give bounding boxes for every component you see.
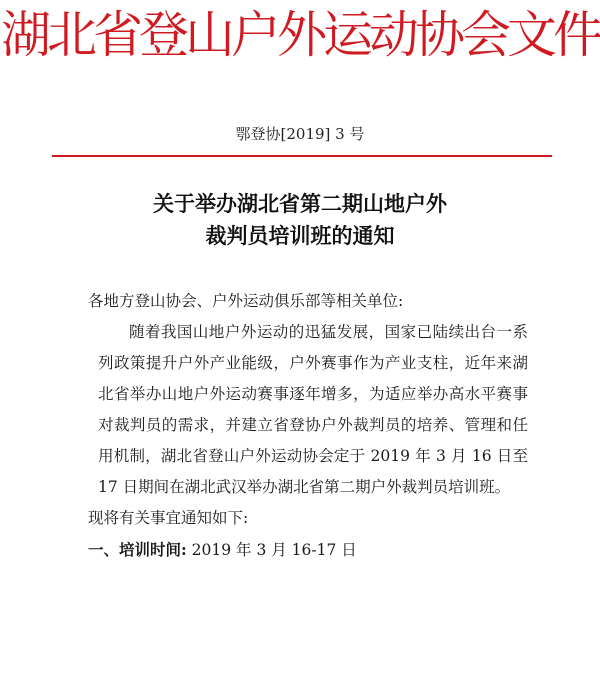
body-paragraph: 随着我国山地户外运动的迅猛发展，国家已陆续出台一系列政策提升户外产业能级，户外赛事作为产业支柱，近年来湖北省举办山地户外运动赛事逐年增多，为适应举办高水平赛事对裁判员的需求，并建立省登协户外裁判员的培养、管理和任用机制，湖北省登山户外运动协会定于 2019 年 3 月 16 日至 17 日期间在湖北武汉举办湖北省第二期户外裁判员培训班。 bbox=[98, 323, 528, 496]
document-header-title: 湖北省登山户外运动协会文件 bbox=[1, 6, 599, 64]
document-number: 鄂登协[2019] 3 号 bbox=[235, 125, 365, 143]
list-item-label: 一、培训时间: bbox=[88, 540, 187, 559]
notice-body bbox=[88, 286, 528, 566]
list-item-training-time bbox=[88, 534, 528, 566]
notice-title-line-1: 关于举办湖北省第二期山地户外 bbox=[153, 191, 447, 216]
notice-intro: 现将有关事宜通知如下: bbox=[88, 509, 249, 527]
red-divider-line bbox=[52, 155, 552, 157]
list-item-value: 2019 年 3 月 16-17 日 bbox=[186, 541, 357, 559]
notice-title-line-2: 裁判员培训班的通知 bbox=[205, 223, 395, 248]
salutation: 各地方登山协会、户外运动俱乐部等相关单位: bbox=[88, 292, 404, 310]
